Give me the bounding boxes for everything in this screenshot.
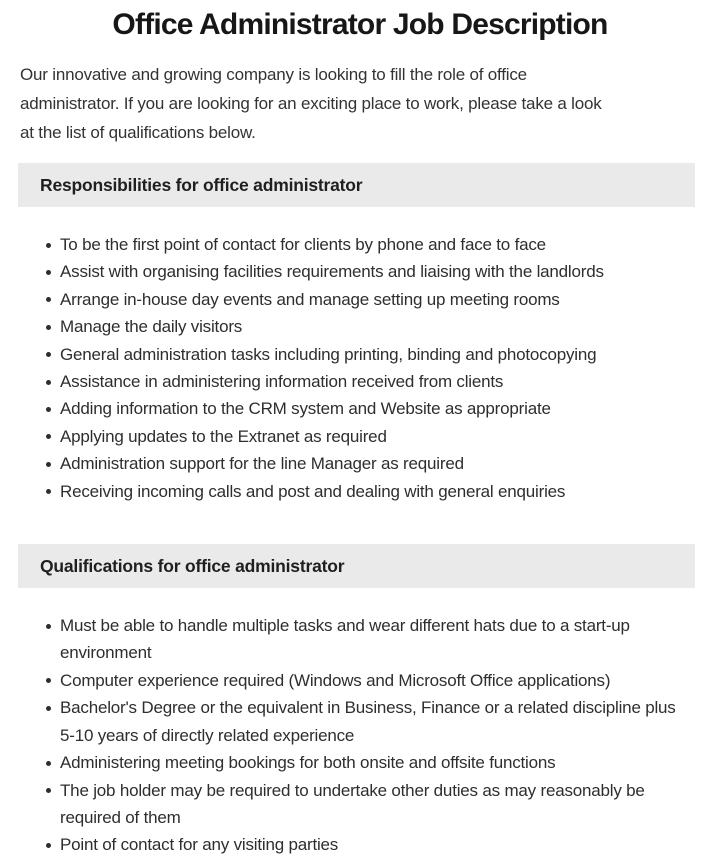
list-item-text: Adding information to the CRM system and Website as appropriate [60,399,551,419]
list-item-text: Bachelor's Degree or the equivalent in Business, Finance or a related discipline plus 5-10 years of directly related experience [60,698,676,745]
list-item [0,831,690,858]
list-item-text: Computer experience required (Windows and Microsoft Office applications) [60,670,611,690]
intro-line: at the list of qualifications below. [20,123,256,142]
bullet-icon [46,624,51,629]
list-item-text: General administration tasks including printing, binding and photocopying [60,344,597,364]
list-item-text: Administering meeting bookings for both onsite and offsite functions [60,753,556,773]
intro-paragraph [20,60,700,147]
bullet-icon [46,352,51,357]
list-item-text: Assistance in administering information received from clients [60,372,504,392]
bullet-icon [46,843,51,848]
bullet-icon [46,297,51,302]
list-item [0,286,690,313]
section-header-qualifications [18,544,695,588]
list-item [0,478,690,505]
section-header-responsibilities [18,163,695,207]
bullet-icon [46,462,51,467]
list-item [0,694,690,749]
qualifications-list [0,612,720,859]
list-item [0,313,690,340]
bullet-icon [46,788,51,793]
bullet-icon [46,407,51,412]
bullet-icon [46,325,51,330]
list-item-text: To be the first point of contact for clients by phone and face to face [60,235,546,254]
list-item [0,341,690,368]
bullet-icon [46,380,51,385]
list-item [0,777,690,832]
section-heading: Responsibilities for office administrator [40,174,363,195]
list-item [0,231,690,258]
section-heading: Qualifications for office administrator [40,555,345,576]
list-item [0,395,690,422]
intro-line: Our innovative and growing company is looking to fill the role of office [20,65,527,84]
bullet-icon [46,678,51,683]
bullet-icon [46,761,51,766]
bullet-icon [46,243,51,248]
list-item-text: Point of contact for any visiting parties [60,835,339,855]
list-item [0,450,690,477]
page-title: Office Administrator Job Description [112,8,608,41]
list-item [0,749,690,776]
list-item [0,423,690,450]
list-item-text: Must be able to handle multiple tasks and wear different hats due to a start-up environment [60,616,630,663]
list-item-text: Receiving incoming calls and post and dealing with general enquiries [60,481,566,501]
list-item-text: The job holder may be required to undertake other duties as may reasonably be required of them [60,780,645,827]
list-item [0,612,690,667]
bullet-icon [46,434,51,439]
section-spacer [0,505,720,528]
list-item-text: Applying updates to the Extranet as required [60,426,387,446]
bullet-icon [46,706,51,711]
list-item [0,258,690,285]
list-item-text: Manage the daily visitors [60,317,243,337]
list-item [0,667,690,694]
list-item-text: Administration support for the line Manager as required [60,454,464,474]
intro-line: administrator. If you are looking for an exciting place to work, please take a look [20,94,602,113]
responsibilities-list [0,231,720,505]
list-item-text: Assist with organising facilities requirements and liaising with the landlords [60,262,604,282]
list-item [0,368,690,395]
list-item-text: Arrange in-house day events and manage setting up meeting rooms [60,289,560,309]
bullet-icon [46,270,51,275]
bullet-icon [46,489,51,494]
